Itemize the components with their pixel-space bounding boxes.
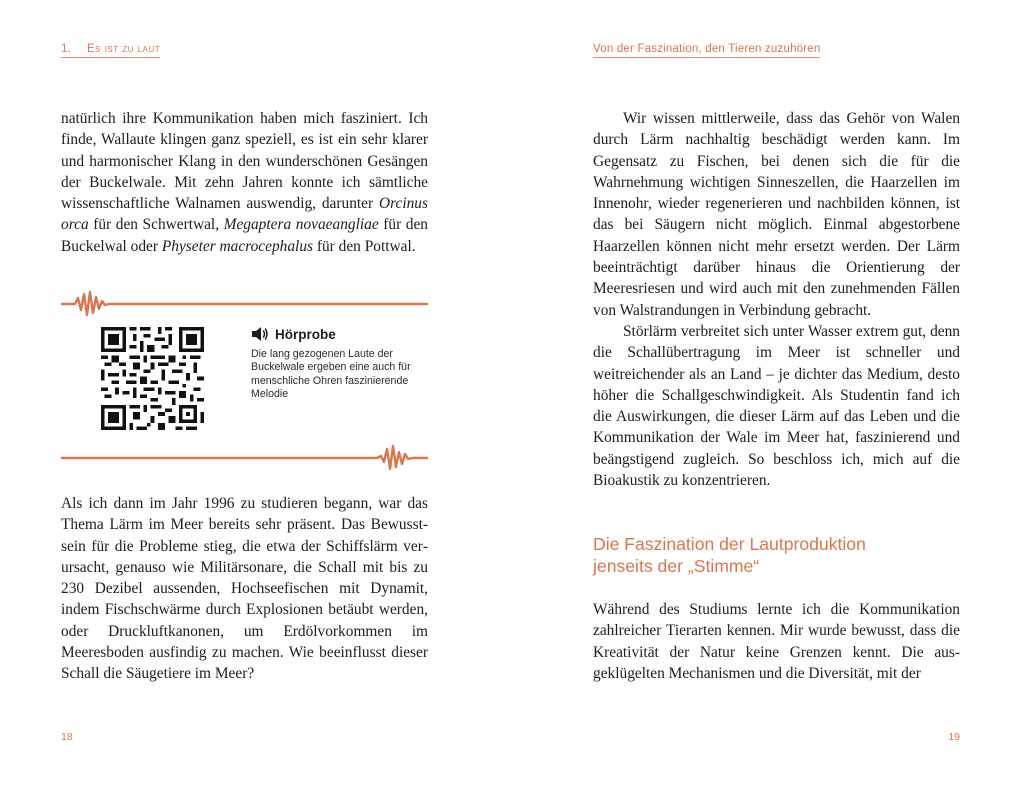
audio-sample-box [251, 324, 426, 402]
left-paragraph-2: Als ich dann im Jahr 1996 zu studieren begann, war das Thema Lärm im Meer bereits sehr präsent. Das Bewusstsein für die Probleme stieg, die etwa der Schiffslärm verursacht, genauso wie Militärsonare, die Schall mit bis zu 230 Dezibel aussenden, Hochseefischen mit Dynamit, indem Fischschwärme durch Explosionen betäubt werden, oder Druckluftkanonen, um Erdölvorkommen im Meeresboden ausfindig zu machen. Wie beeinflusst dieser Schall die Säugetiere im Meer? [61, 495, 428, 683]
page-number-right: 19 [948, 731, 960, 743]
section-heading-line-2: jenseits der „Stimme“ [593, 555, 760, 576]
bottom-wave-divider [61, 443, 428, 473]
speaker-icon[interactable] [251, 326, 269, 342]
audio-description: Die lang gezogenen Laute der Buckelwale ergeben eine auch für menschliche Ohren faszinierende Melodie [251, 348, 411, 401]
left-page [61, 0, 428, 794]
right-paragraph-2: Störlärm verbreitet sich unter Wasser extrem gut, denn die Schallübertragung im Meer ist schneller und weitreichender als an Land – je dichter das Medium, desto höher die Schallgeschwindigkeit. Als Studentin fand ich die Auswirkungen, die dieser Lärm auf das Leben und die Kommunikation der Wale im Meer hat, faszinierend und beängstigend zugleich. So beschloss ich, mich auf die Bioakustik zu konzentrieren. [593, 322, 960, 490]
left-paragraph-1-text [61, 108, 428, 257]
left-paragraph-1 [61, 108, 428, 257]
right-body-text [593, 108, 960, 491]
right-paragraph-3: Während des Studiums lernte ich die Kommunikation zahlreicher Tierarten kennen. Mir wurde bewusst, dass die Kreativität der Natur keine Grenzen kennt. Die ausgeklügelten Mechanismen und die Diversität, mit der [593, 601, 960, 682]
right-page [593, 0, 960, 794]
text-segment: natürlich ihre Kommunikation haben mich fasziniert. Ich finde, Wallaute klingen ganz speziell, es ist ein sehr klarer und harmonischer Klang in den wunderschönen Gesängen der Buckelwale. Mit zehn Jahren konnte ich sämtliche wissenschaftliche Walnamen auswendig, darunter [61, 110, 428, 213]
right-paragraph-3-block [593, 599, 960, 684]
text-segment: für den Schwertwal, [88, 216, 224, 234]
text-segment: für den Pottwal. [313, 237, 416, 255]
section-heading [593, 534, 960, 577]
qr-code-icon[interactable] [101, 327, 204, 430]
species-name: Physeter macrocephalus [161, 237, 314, 255]
left-running-head [61, 43, 160, 58]
species-name: Megaptera novaeangliae [223, 216, 379, 234]
page-number-left: 18 [61, 731, 73, 743]
section-heading-line-1: Die Faszination der Lautproduktion [593, 534, 866, 554]
audio-title: Hörprobe [275, 326, 336, 342]
species-name: Orcinus orca [61, 195, 428, 234]
right-paragraph-1: Wir wissen mittlerweile, dass das Gehör von Walen durch Lärm nachhaltig beschädigt werden kann. Im Gegensatz zu Fischen, bei denen sich die für die Wahrnehmung wichtigen Sinneszellen, die Haarzellen im Innenohr, wieder regenerieren und nachbilden können, ist das bei Säugern nicht möglich. Einmal abgestorbene Haarzellen können nicht mehr ersetzt werden. Der Lärm beeinträchtigt darüber hinaus die Orientierung der Meeresriesen und wird auch mit den zunehmenden Fällen von Walstrandungen in Verbindung gebracht. [593, 110, 960, 319]
chapter-title: Es ist zu laut [87, 43, 161, 55]
right-running-head: Von der Faszination, den Tieren zuzuhören [593, 43, 820, 58]
chapter-number: 1. [61, 43, 71, 55]
text-segment: für den Buckelwal oder [61, 216, 428, 255]
top-wave-divider [61, 289, 428, 319]
